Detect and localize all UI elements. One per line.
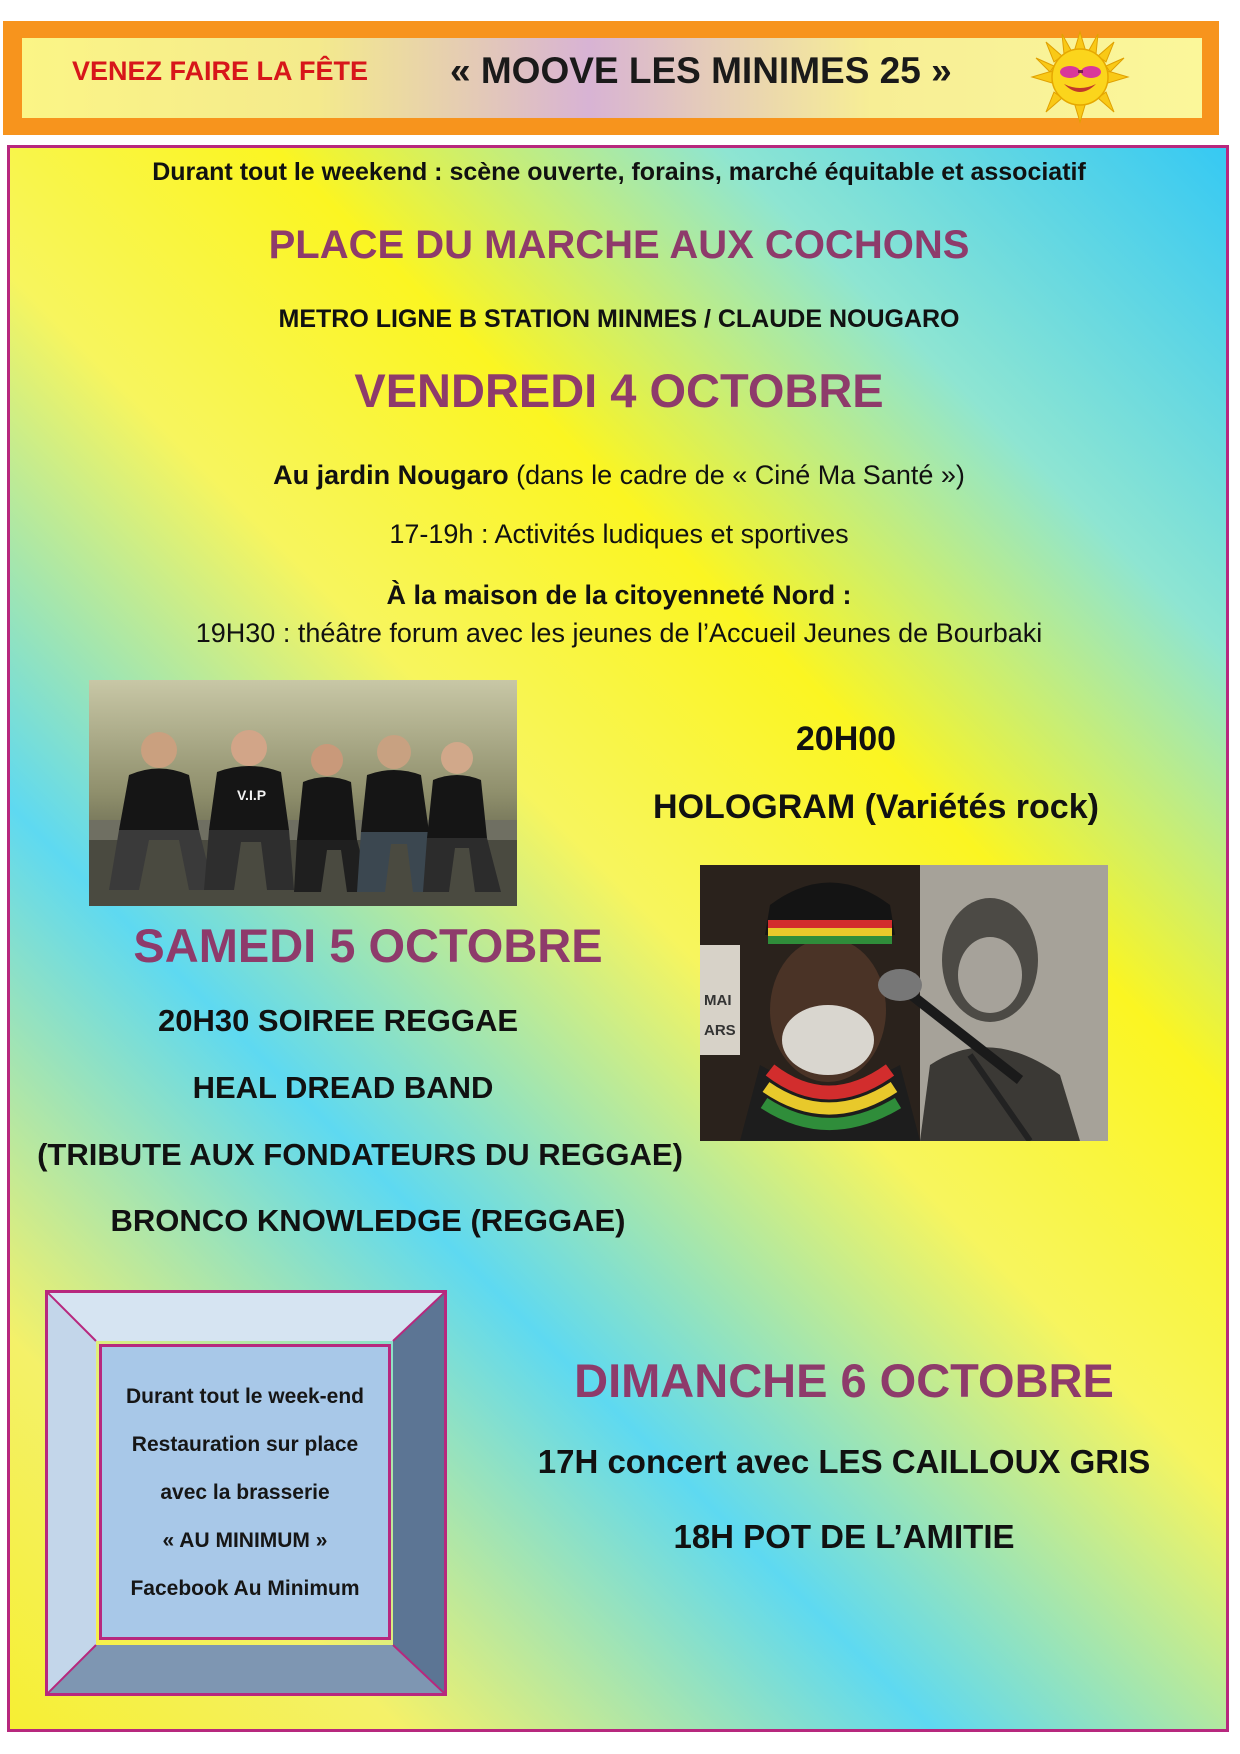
food-line-5: Facebook Au Minimum (130, 1577, 360, 1600)
food-line-1: Durant tout le week-end (125, 1385, 365, 1408)
event-title: « MOOVE LES MINIMES 25 » (450, 50, 952, 91)
saturday-line-1: 20H30 SOIREE REGGAE (157, 1003, 519, 1038)
garden-bold: Au jardin Nougaro (273, 460, 509, 490)
saturday-line-4: BRONCO KNOWLEDGE (REGGAE) (110, 1203, 626, 1238)
food-line-3: avec la brasserie (160, 1481, 330, 1504)
activities-line: 17-19h : Activités ludiques et sportives (389, 519, 849, 549)
saturday-heading: SAMEDI 5 OCTOBRE (133, 919, 603, 972)
garden-line (273, 460, 965, 491)
food-line-4: « AU MINIMUM » (162, 1529, 328, 1552)
sunday-concert: 17H concert avec LES CAILLOUX GRIS (537, 1443, 1151, 1480)
food-info-box (45, 1290, 447, 1696)
reggae-singer-photo (700, 865, 1108, 1141)
place-heading: PLACE DU MARCHE AUX COCHONS (268, 223, 970, 267)
metro-line: METRO LIGNE B STATION MINMES / CLAUDE NOUGARO (278, 305, 960, 333)
sunday-heading: DIMANCHE 6 OCTOBRE (574, 1354, 1114, 1407)
friday-heading: VENDREDI 4 OCTOBRE (354, 364, 884, 417)
garden-rest: (dans le cadre de « Ciné Ma Santé ») (508, 460, 965, 490)
hologram-line: HOLOGRAM (Variétés rock) (653, 788, 1099, 826)
hologram-band-photo (89, 680, 517, 906)
maison-line: À la maison de la citoyenneté Nord : (386, 580, 852, 610)
sun-with-sunglasses-icon (1030, 30, 1130, 124)
food-line-2: Restauration sur place (131, 1433, 359, 1456)
weekend-line: Durant tout le weekend : scène ouverte, forains, marché équitable et associatif (152, 158, 1086, 186)
saturday-line-3: (TRIBUTE AUX FONDATEURS DU REGGAE) (37, 1137, 683, 1172)
svg-text:ARS: ARS (704, 1022, 736, 1039)
saturday-line-2: HEAL DREAD BAND (192, 1070, 494, 1105)
theatre-line: 19H30 : théâtre forum avec les jeunes de l’Accueil Jeunes de Bourbaki (195, 618, 1043, 648)
svg-text:MAI: MAI (704, 992, 732, 1009)
header-tagline: VENEZ FAIRE LA FÊTE (72, 56, 369, 86)
svg-text:V.I.P: V.I.P (237, 787, 267, 803)
food-info-inner (99, 1344, 391, 1640)
sunday-pot: 18H POT DE L’AMITIE (673, 1518, 1015, 1555)
concert-time: 20H00 (795, 720, 897, 758)
